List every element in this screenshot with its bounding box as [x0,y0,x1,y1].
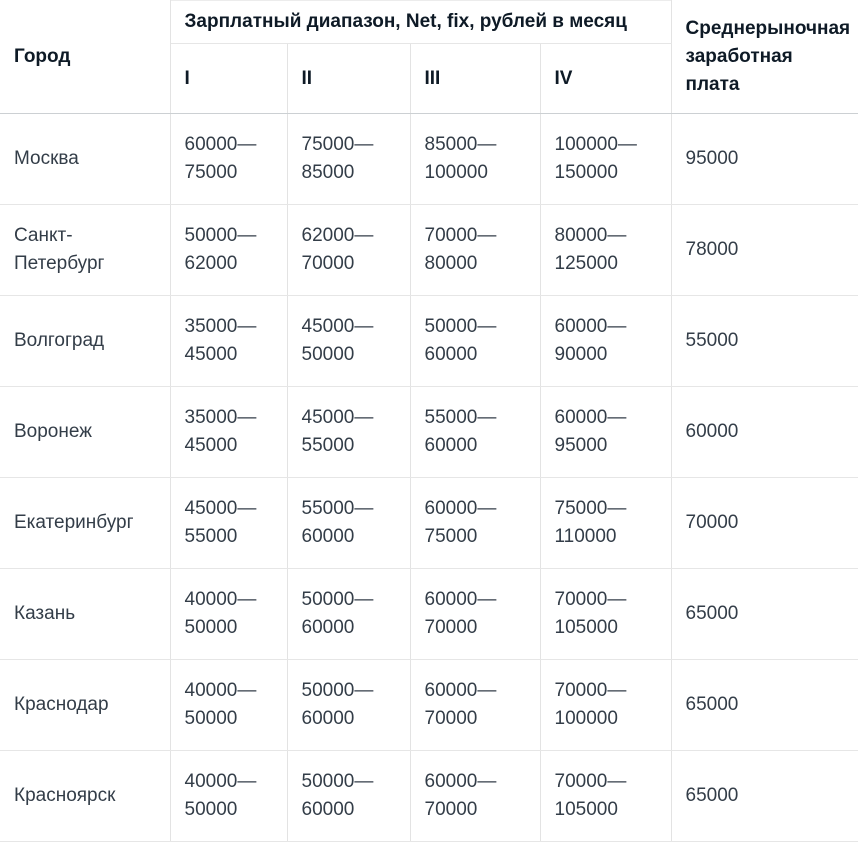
cell-average: 78000 [671,205,858,296]
cell-range-q3: 60000—70000 [410,660,540,751]
cell-range-q1: 40000—50000 [170,660,287,751]
table-row [0,660,858,751]
column-header-city: Город [0,1,170,114]
cell-range-q3: 70000—80000 [410,205,540,296]
cell-range-q1: 40000—50000 [170,751,287,842]
column-header-salary-range: Зарплатный диапазон, Net, fix, рублей в месяц [170,1,671,44]
cell-range-q2: 75000—85000 [287,114,410,205]
column-header-average-salary: Среднерыночная заработная плата [671,1,858,114]
table-row [0,205,858,296]
cell-range-q4: 80000—125000 [540,205,671,296]
cell-average: 55000 [671,296,858,387]
header-row-top [0,1,858,44]
cell-city: Волгоград [0,296,170,387]
column-header-quartile-4: IV [540,44,671,114]
cell-average: 65000 [671,569,858,660]
cell-range-q1: 50000—62000 [170,205,287,296]
cell-range-q4: 70000—105000 [540,751,671,842]
cell-range-q2: 50000—60000 [287,751,410,842]
table-row [0,478,858,569]
cell-city: Москва [0,114,170,205]
column-header-quartile-2: II [287,44,410,114]
cell-range-q3: 50000—60000 [410,296,540,387]
cell-range-q1: 45000—55000 [170,478,287,569]
cell-range-q3: 60000—75000 [410,478,540,569]
table-row [0,296,858,387]
cell-city: Екатеринбург [0,478,170,569]
cell-average: 70000 [671,478,858,569]
cell-range-q2: 50000—60000 [287,660,410,751]
cell-range-q2: 45000—50000 [287,296,410,387]
cell-range-q3: 85000—100000 [410,114,540,205]
column-header-quartile-1: I [170,44,287,114]
cell-city: Воронеж [0,387,170,478]
column-header-quartile-3: III [410,44,540,114]
cell-range-q4: 60000—95000 [540,387,671,478]
cell-range-q3: 55000—60000 [410,387,540,478]
cell-range-q4: 75000—110000 [540,478,671,569]
cell-city: Краснодар [0,660,170,751]
cell-range-q3: 60000—70000 [410,569,540,660]
cell-average: 60000 [671,387,858,478]
table-row [0,569,858,660]
table-body [0,114,858,842]
cell-average: 65000 [671,660,858,751]
cell-range-q1: 35000—45000 [170,296,287,387]
cell-range-q2: 45000—55000 [287,387,410,478]
cell-city: Красноярск [0,751,170,842]
cell-range-q2: 50000—60000 [287,569,410,660]
table-row [0,387,858,478]
cell-city: Санкт-Петербург [0,205,170,296]
cell-range-q1: 35000—45000 [170,387,287,478]
cell-range-q4: 100000—150000 [540,114,671,205]
cell-range-q2: 55000—60000 [287,478,410,569]
cell-range-q1: 40000—50000 [170,569,287,660]
cell-range-q4: 70000—105000 [540,569,671,660]
cell-city: Казань [0,569,170,660]
cell-range-q2: 62000—70000 [287,205,410,296]
table-row [0,751,858,842]
cell-average: 95000 [671,114,858,205]
cell-average: 65000 [671,751,858,842]
cell-range-q1: 60000—75000 [170,114,287,205]
table-row [0,114,858,205]
cell-range-q4: 70000—100000 [540,660,671,751]
table-header [0,1,858,114]
cell-range-q3: 60000—70000 [410,751,540,842]
cell-range-q4: 60000—90000 [540,296,671,387]
